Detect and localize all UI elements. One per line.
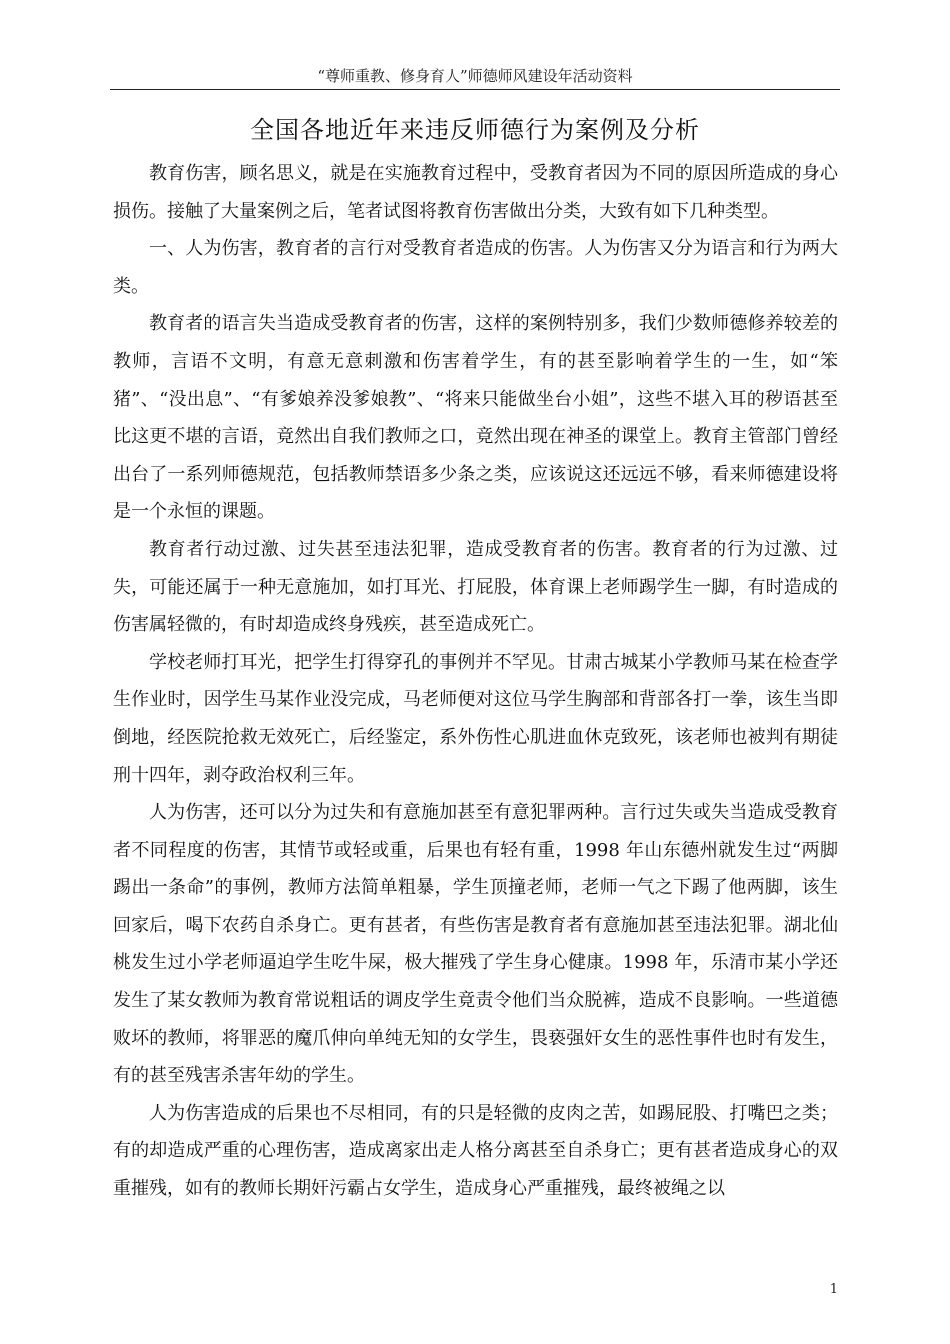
running-header: “尊师重教、修身育人”师德师风建设年活动资料 xyxy=(317,67,633,85)
page-number: 1 xyxy=(829,1282,838,1297)
paragraph: 教育者的语言失当造成受教育者的伤害，这样的案例特别多，我们少数师德修养较差的教师，言语不文明，有意无意刺激和伤害着学生，有的甚至影响着学生的一生，如“笨猪”、“没出息”、“有爹娘养没爹娘教”、“将来只能做坐台小姐”，这些不堪入耳的秽语甚至比这更不堪的言语，竟然出自我们教师之口，竟然出现在神圣的课堂上。教育主管部门曾经出台了一系列师德规范，包括教师禁语多少条之类，应该说这还远远不够，看来师德建设将是一个永恒的课题。 xyxy=(113,313,838,523)
paragraph: 学校老师打耳光，把学生打得穿孔的事例并不罕见。甘肃古城某小学教师马某在检查学生作业时，因学生马某作业没完成，马老师便对这位马学生胸部和背部各打一拳，该生当即倒地，经医院抢救无效死亡，后经鉴定，系外伤性心肌进血休克致死，该老师也被判有期徒刑十四年，剥夺政治权利三年。 xyxy=(113,651,838,786)
paragraph: 人为伤害，还可以分为过失和有意施加甚至有意犯罪两种。言行过失或失当造成受教育者不同程度的伤害，其情节或轻或重，后果也有轻有重，1998 年山东德州就发生过“两脚踢出一条命”的事例，教师方法简单粗暴，学生顶撞老师，老师一气之下踢了他两脚，该生回家后，喝下农药自杀身亡。更有甚者，有些伤害是教育者有意施加甚至违法犯罪。湖北仙桃发生过小学老师逼迫学生吃牛屎，极大摧残了学生身心健康。1998 年，乐清市某小学还发生了某女教师为教育常说粗话的调皮学生竟责令他们当众脱裤，造成不良影响。一些道德败坏的教师，将罪恶的魔爪伸向单纯无知的女学生，畏亵强奸女生的恶性事件也时有发生，有的甚至残害杀害年幼的学生。 xyxy=(113,802,838,1087)
header-divider xyxy=(110,89,840,90)
paragraph: 教育者行动过激、过失甚至违法犯罪，造成受教育者的伤害。教育者的行为过激、过失，可能还属于一种无意施加，如打耳光、打屁股，体育课上老师踢学生一脚，有时造成的伤害属轻微的，有时却造成终身残疾，甚至造成死亡。 xyxy=(113,538,838,636)
document-body xyxy=(113,155,838,1208)
document-title: 全国各地近年来违反师德行为案例及分析 xyxy=(250,116,700,144)
paragraph: 一、人为伤害，教育者的言行对受教育者造成的伤害。人为伤害又分为语言和行为两大类。 xyxy=(113,238,838,297)
paragraph: 教育伤害，顾名思义，就是在实施教育过程中，受教育者因为不同的原因所造成的身心损伤。接触了大量案例之后，笔者试图将教育伤害做出分类，大致有如下几种类型。 xyxy=(113,163,838,222)
paragraph: 人为伤害造成的后果也不尽相同，有的只是轻微的皮肉之苦，如踢屁股、打嘴巴之类；有的却造成严重的心理伤害，造成离家出走人格分离甚至自杀身亡；更有甚者造成身心的双重摧残，如有的教师长期奸污霸占女学生，造成身心严重摧残，最终被绳之以 xyxy=(113,1102,838,1200)
